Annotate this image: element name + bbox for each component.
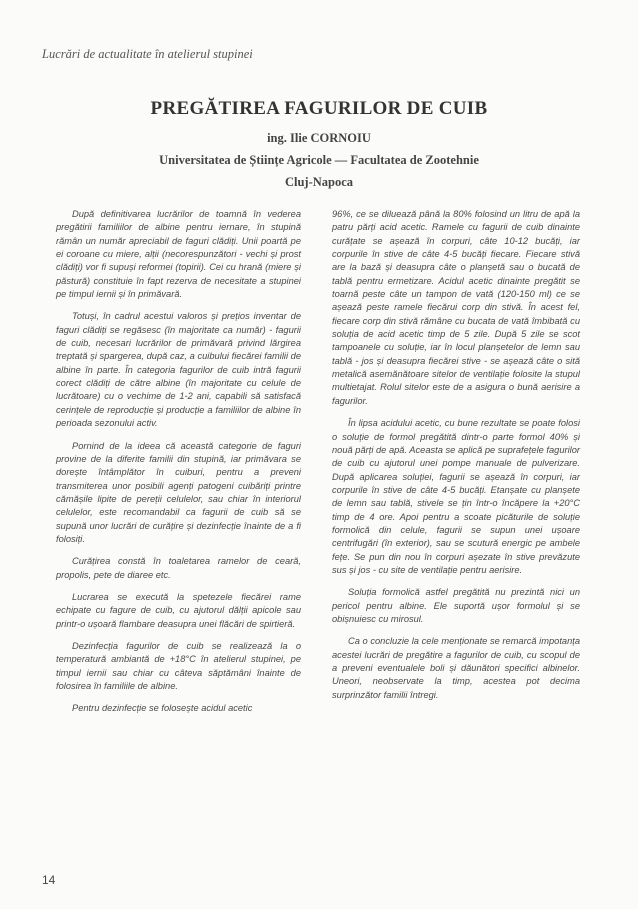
paragraph: În lipsa acidului acetic, cu bune rezultate se poate folosi o soluție de formol pregătită dintr-o parte formol 40% și nouă părți de apă. Aceasta se aplică pe suprafețele fagurilor de cuib cu ajutorul unei pompe manuale de pulverizare. După aplicarea soluției, fagurii se așează în corpuri, iar corpurile în stive de câte 4-5 bucăți. Etanșate cu planșete de lemn sau tablă, stivele se țin într-o încăpere la +20°C timp de 4 ore. Apoi pentru a scoate picăturile de soluție formolică din celule, fagurii se supun unei ușoare centrifugări (în exterior), sau se scutură energic pe ambele fețe. Se pun din nou în corpuri așezate în stive prevăzute sus și jos - cu site de ventilație pentru aerisire. — [332, 418, 580, 575]
paragraph: După definitivarea lucrărilor de toamnă în vederea pregătirii familiilor de albine pentru iernare, în stupină rămân un număr apreciabil de faguri clădiți. Unii poartă pe ei coroane cu miere, alții (necorespunzători - vechi și prost clădiți) vor fi supuși reformei (topirii). Cei cu hrană (miere și păstură) constituie în fapt rezerva de necesitate a stupinei pe timpul iernii și în primăvară. — [56, 209, 301, 300]
article-title: PREGĂTIREA FAGURILOR DE CUIB — [150, 98, 488, 119]
paragraph: Pentru dezinfecție se folosește acidul acetic — [72, 703, 253, 714]
author-line: ing. Ilie CORNOIU — [267, 131, 371, 145]
paragraph: Curățirea constă în toaletarea ramelor de ceară, propolis, pete de diaree etc. — [56, 556, 301, 580]
paragraph: Ca o concluzie la cele menționate se remarcă impotanța acestei lucrări de pregătire a fagurilor de cuib, cu scopul de a preveni eventualele boli și dăunători specifici albinelor. Uneori, neobservate la timp, acestea pot decima surprinzător familii întregi. — [332, 636, 580, 700]
paragraph: Lucrarea se execută la spetezele fiecărei rame echipate cu fagure de cuib, cu ajutorul dălții apicole sau printr-o ușoară flambare deasupra unei flăcări de spirtieră. — [56, 591, 301, 629]
paragraph: Pornind de la ideea că această categorie de faguri provine de la diferite familii din stupină, iar primăvara se dorește întâmplător în cuiburi, pentru a preveni transmiterea unor posibili agenți patogeni cuibăriți printre cămășile lipite de pereții celulelor, sau chiar în interiorul celulelor, este recomandabil ca fagurii de cuib să se supună unor lucrări de curățire și dezinfecție înainte de a fi folosiți. — [56, 440, 301, 544]
paragraph: Dezinfecția fagurilor de cuib se realizează la o temperatură ambiantă de +18°C în atelierul stupinei, pe timpul iernii sau chiar cu câteva săptămâni înainte de folosirea în familiile de albine. — [56, 640, 301, 691]
paragraph: Totuși, în cadrul acestui valoros și prețios inventar de faguri clădiți se regăsesc (în majoritate ca număr) - fagurii de cuib, necesari lucrărilor de primăvară privind lărgirea treptată și spargerea, după caz, a cuibului fiecărei familii de albine în parte. În categoria fagurilor de cuib intră fagurii corect clădiți de către albine (în majoritate cu celule de lucrătoare) cu o vechime de 1-2 ani, capabili să satisfacă cerințele de reproducție și producție a familiilor de albine în perioada sezonului activ. — [56, 311, 301, 429]
affiliation-line: Universitatea de Științe Agricole — Facultatea de Zootehnie — [159, 153, 479, 167]
left-column — [56, 208, 301, 725]
city-line: Cluj-Napoca — [284, 175, 354, 189]
page-number: 14 — [42, 873, 56, 887]
right-column — [332, 208, 580, 711]
paragraph: Soluția formolică astfel pregătită nu prezintă nici un pericol pentru albine. Ele suportă ușor formolul și se obișnuiesc cu mirosul. — [332, 587, 580, 624]
paragraph: 96%, ce se diluează până la 80% folosind un litru de apă la patru părți acid acetic. Ramele cu fagurii de cuib dinainte curățate se așează în corpuri, câte 10-12 bucăți, iar corpurile în stive de câte 4-5 bucăți fiecare. Fiecare stivă are la bază și deasupra câte o planșetă sau o bucată de tablă pentru ermetizare. Acidul acetic dinainte pregătit se toarnă peste câte un tampon de vată (120-150 ml) ce se așează peste ramele fiecărui corp din stivă. În acest fel, fiecare corp din stivă rămâne cu bucata de vată îmbibată cu soluția de acid acetic timp de 5 zile. După 5 zile se scot tampoanele cu soluție, iar în locul planșetelor de lemn sau tablă - jos și deasupra fiecărei stive - se așează câte o sită metalică asemănătoare sitelor de ventilație folosite la stupul multietajat. Rolul sitelor este de a asigura o bună aerisire a fagurilor. — [332, 209, 580, 406]
running-head: Lucrări de actualitate în atelierul stupinei — [42, 47, 253, 61]
